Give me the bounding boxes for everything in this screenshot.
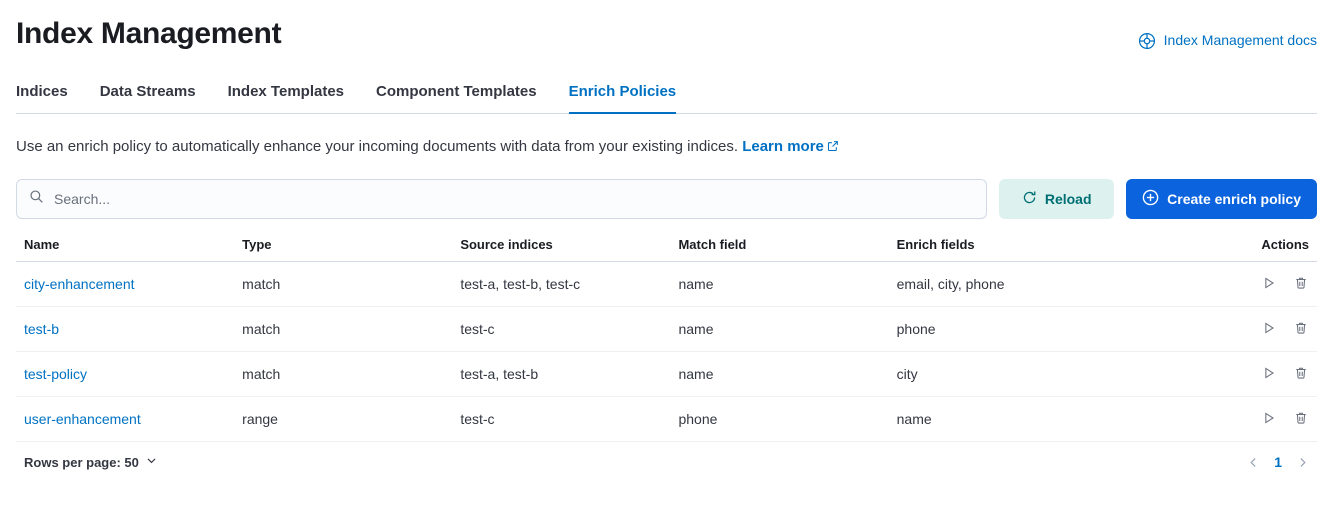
create-enrich-policy-button[interactable] xyxy=(1126,179,1317,219)
learn-more-label: Learn more xyxy=(742,138,824,155)
create-enrich-policy-label: Create enrich policy xyxy=(1167,191,1301,207)
chevron-down-icon xyxy=(145,454,158,470)
policy-enrich-fields-cell: email, city, phone xyxy=(889,262,1219,307)
policy-match-field-cell: name xyxy=(670,307,888,352)
policy-actions-cell xyxy=(1219,262,1317,307)
policy-name-cell xyxy=(16,262,234,307)
tab-data-streams[interactable] xyxy=(100,82,196,113)
table-row xyxy=(16,307,1317,352)
chevron-left-icon[interactable] xyxy=(1247,456,1260,469)
policy-source-indices-cell: test-c xyxy=(452,307,670,352)
chevron-right-icon[interactable] xyxy=(1296,456,1309,469)
enrich-policies-table xyxy=(16,237,1317,442)
table-row xyxy=(16,262,1317,307)
plus-circle-icon xyxy=(1142,189,1159,209)
tab-component-templates[interactable] xyxy=(376,82,537,113)
page-description-text: Use an enrich policy to automatically enhance your incoming documents with data from your existing indices. xyxy=(16,138,739,155)
page-header xyxy=(16,0,1317,54)
policy-actions-cell xyxy=(1219,352,1317,397)
tab-indices-label: Indices xyxy=(16,83,68,100)
tab-index-templates-label: Index Templates xyxy=(227,83,345,100)
page-description xyxy=(16,135,1317,160)
learn-more-link[interactable] xyxy=(742,138,824,155)
policy-match-field-cell: name xyxy=(670,352,888,397)
policy-link[interactable]: city-enhancement xyxy=(24,276,135,292)
tab-component-templates-label: Component Templates xyxy=(376,83,537,100)
policy-link[interactable]: test-policy xyxy=(24,366,88,382)
policy-name-cell xyxy=(16,397,234,442)
help-circle-icon xyxy=(1138,32,1156,50)
search-icon xyxy=(29,189,44,209)
policy-type-cell: match xyxy=(234,307,452,352)
column-header-type[interactable]: Type xyxy=(234,237,452,262)
index-management-docs-label: Index Management docs xyxy=(1163,32,1317,48)
toolbar xyxy=(16,179,1317,219)
index-management-docs-link[interactable] xyxy=(1138,30,1317,51)
policy-name-cell xyxy=(16,352,234,397)
delete-policy-icon[interactable] xyxy=(1293,365,1309,381)
column-header-actions: Actions xyxy=(1219,237,1317,262)
column-header-enrich-fields[interactable]: Enrich fields xyxy=(889,237,1219,262)
policy-source-indices-cell: test-a, test-b, test-c xyxy=(452,262,670,307)
reload-button-label: Reload xyxy=(1044,191,1092,207)
pagination xyxy=(1247,454,1309,470)
policy-link[interactable]: test-b xyxy=(24,321,60,337)
tab-indices[interactable] xyxy=(16,82,68,113)
external-link-icon xyxy=(827,139,839,156)
policy-type-cell: range xyxy=(234,397,452,442)
delete-policy-icon[interactable] xyxy=(1293,410,1309,426)
search-box[interactable] xyxy=(16,179,987,219)
policy-enrich-fields-cell: phone xyxy=(889,307,1219,352)
page-number-1[interactable]: 1 xyxy=(1274,454,1282,470)
table-row xyxy=(16,397,1317,442)
policy-link[interactable]: user-enhancement xyxy=(24,411,141,427)
tab-index-templates[interactable] xyxy=(228,82,344,113)
page-title: Index Management xyxy=(16,17,282,50)
table-row xyxy=(16,352,1317,397)
execute-policy-icon[interactable] xyxy=(1261,365,1277,381)
tab-enrich-policies-label: Enrich Policies xyxy=(568,83,677,100)
column-header-match-field[interactable]: Match field xyxy=(670,237,888,262)
execute-policy-icon[interactable] xyxy=(1261,320,1277,336)
policy-match-field-cell: phone xyxy=(670,397,888,442)
table-footer xyxy=(16,454,1317,470)
policy-actions-cell xyxy=(1219,397,1317,442)
delete-policy-icon[interactable] xyxy=(1293,275,1309,291)
policy-name-cell xyxy=(16,307,234,352)
search-input[interactable] xyxy=(54,180,974,218)
policy-enrich-fields-cell: name xyxy=(889,397,1219,442)
policy-source-indices-cell: test-c xyxy=(452,397,670,442)
tab-bar xyxy=(16,74,1317,114)
delete-policy-icon[interactable] xyxy=(1293,320,1309,336)
column-header-name[interactable]: Name xyxy=(16,237,234,262)
policy-actions-cell xyxy=(1219,307,1317,352)
tab-enrich-policies[interactable] xyxy=(569,82,677,113)
execute-policy-icon[interactable] xyxy=(1261,275,1277,291)
policy-type-cell: match xyxy=(234,262,452,307)
reload-button[interactable] xyxy=(999,179,1114,219)
policy-source-indices-cell: test-a, test-b xyxy=(452,352,670,397)
tab-data-streams-label: Data Streams xyxy=(99,83,196,100)
execute-policy-icon[interactable] xyxy=(1261,410,1277,426)
refresh-icon xyxy=(1022,190,1037,208)
policy-type-cell: match xyxy=(234,352,452,397)
table-header-row xyxy=(16,237,1317,262)
rows-per-page-label: Rows per page: 50 xyxy=(24,454,139,470)
policy-enrich-fields-cell: city xyxy=(889,352,1219,397)
column-header-source-indices[interactable]: Source indices xyxy=(452,237,670,262)
rows-per-page-selector[interactable] xyxy=(24,454,158,470)
policy-match-field-cell: name xyxy=(670,262,888,307)
